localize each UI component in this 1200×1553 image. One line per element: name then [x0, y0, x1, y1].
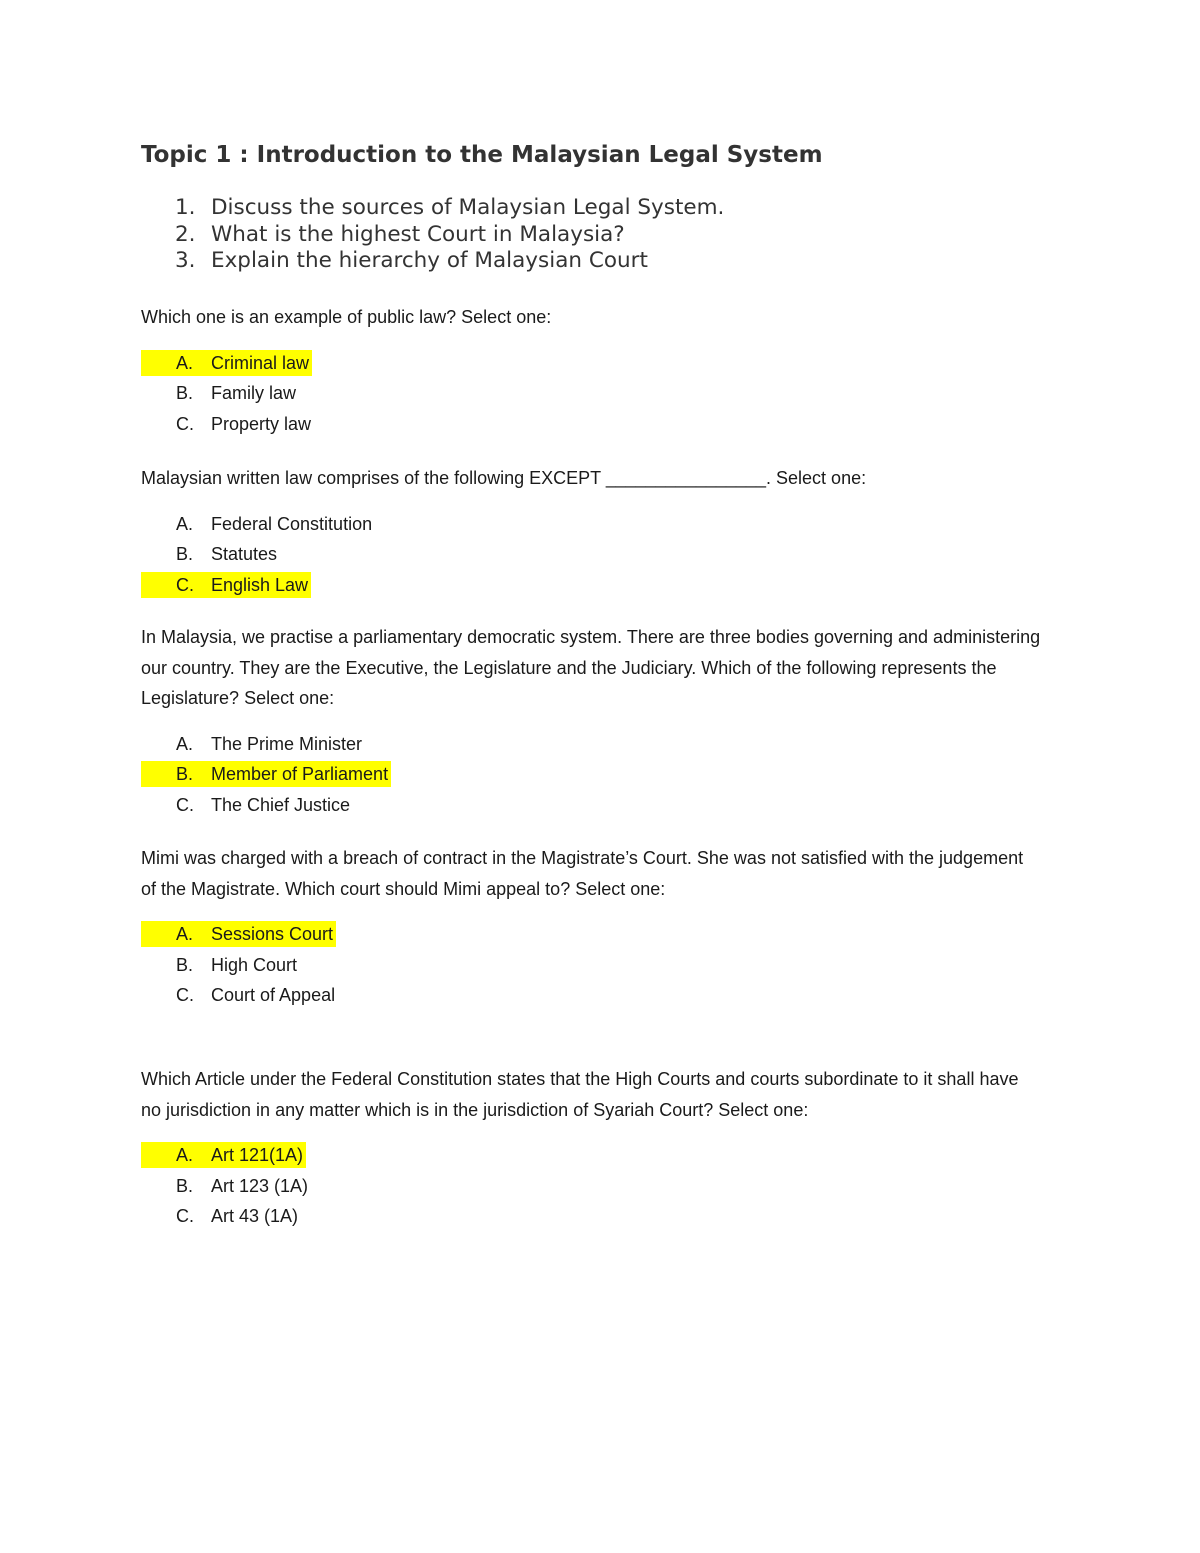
quiz-option-b — [141, 759, 1041, 790]
option-text: Court of Appeal — [211, 985, 336, 1005]
quiz-option-c — [141, 409, 1041, 440]
option-text: High Court — [211, 954, 298, 975]
quiz-option-a — [141, 1140, 1041, 1171]
option-letter: B. — [176, 954, 194, 975]
option-letter: A. — [176, 1145, 194, 1165]
document-title: Topic 1 : Introduction to the Malaysian Legal System — [141, 142, 823, 168]
quiz-option-body — [141, 572, 311, 598]
quiz-option-b — [141, 1171, 1041, 1202]
option-text: Art 43 (1A) — [211, 1206, 299, 1226]
discussion-question-list — [141, 195, 724, 275]
discussion-question-number: 1. — [175, 195, 196, 220]
option-letter: B. — [176, 383, 194, 403]
option-letter: A. — [176, 513, 194, 534]
discussion-question-number: 3. — [175, 248, 196, 273]
quiz-option-body — [141, 1203, 301, 1229]
option-letter: C. — [176, 794, 194, 815]
option-text: Property law — [211, 413, 312, 434]
quiz-option-body — [141, 541, 280, 567]
quiz-prompt: Which one is an example of public law? Select one: — [141, 307, 552, 327]
option-letter: A. — [176, 352, 194, 373]
option-text: Art 123 (1A) — [211, 1175, 309, 1196]
quiz-question-3 — [141, 622, 1041, 820]
quiz-option-b — [141, 950, 1041, 981]
discussion-question — [141, 195, 724, 222]
quiz-option-body — [141, 761, 391, 787]
quiz-option-body — [141, 1142, 306, 1168]
option-letter: C. — [176, 1206, 194, 1226]
quiz-option-c — [141, 1201, 1041, 1232]
quiz-question-2 — [141, 463, 1041, 600]
option-text: English Law — [211, 574, 309, 595]
quiz-prompt: In Malaysia, we practise a parliamentary democratic system. There are three bodies governing and administering our country. They are the Executive, the Legislature and the Judiciary. Which of the following represents the Legislature? Select one: — [141, 627, 1041, 708]
option-text: Criminal law — [211, 352, 310, 373]
quiz-option-body — [141, 952, 300, 978]
quiz-option-a — [141, 348, 1041, 379]
quiz-options — [141, 1140, 1041, 1232]
option-text: Art 121(1A) — [211, 1145, 304, 1165]
quiz-option-a — [141, 919, 1041, 950]
option-text: The Chief Justice — [211, 794, 351, 815]
quiz-option-a — [141, 729, 1041, 760]
quiz-option-b — [141, 539, 1041, 570]
quiz-option-body — [141, 1173, 311, 1199]
quiz-option-c — [141, 570, 1041, 601]
discussion-question — [141, 248, 724, 275]
option-letter: C. — [176, 574, 194, 595]
quiz-prompt: Mimi was charged with a breach of contract in the Magistrate’s Court. She was not satisfied with the judgement of the Magistrate. Which court should Mimi appeal to? Select one: — [141, 848, 1024, 899]
quiz-option-c — [141, 980, 1041, 1011]
quiz-option-body — [141, 731, 365, 757]
quiz-options — [141, 919, 1041, 1011]
quiz-option-body — [141, 511, 375, 537]
quiz-option-a — [141, 509, 1041, 540]
quiz-option-body — [141, 982, 338, 1008]
option-letter: B. — [176, 764, 194, 784]
quiz-option-b — [141, 378, 1041, 409]
quiz-prompt: Malaysian written law comprises of the following EXCEPT ________________. Select one: — [141, 468, 867, 488]
discussion-question-text: Discuss the sources of Malaysian Legal System. — [211, 195, 725, 220]
quiz-question-4 — [141, 843, 1041, 1011]
quiz-option-body — [141, 792, 353, 818]
option-text: Federal Constitution — [211, 513, 373, 534]
discussion-question-text: Explain the hierarchy of Malaysian Court — [211, 248, 648, 273]
discussion-question-text: What is the highest Court in Malaysia? — [211, 221, 625, 247]
option-text: Sessions Court — [211, 924, 334, 944]
discussion-question-number: 2. — [175, 221, 196, 247]
quiz-question-1 — [141, 302, 1041, 439]
quiz-options — [141, 509, 1041, 601]
option-letter: B. — [176, 544, 194, 564]
quiz-options — [141, 729, 1041, 821]
option-text: Member of Parliament — [211, 764, 389, 784]
quiz-option-body — [141, 380, 299, 406]
option-text: Family law — [211, 383, 297, 403]
quiz-option-c — [141, 790, 1041, 821]
quiz-option-body — [141, 921, 336, 947]
option-letter: C. — [176, 985, 194, 1005]
quiz-question-5 — [141, 1064, 1041, 1232]
discussion-question — [141, 222, 724, 249]
quiz-options — [141, 348, 1041, 440]
quiz-option-body — [141, 350, 312, 376]
option-letter: A. — [176, 733, 194, 754]
option-letter: C. — [176, 413, 194, 434]
option-letter: B. — [176, 1175, 194, 1196]
option-text: Statutes — [211, 544, 278, 564]
quiz-option-body — [141, 411, 314, 437]
quiz-prompt: Which Article under the Federal Constitution states that the High Courts and courts subordinate to it shall have no jurisdiction in any matter which is in the jurisdiction of Syariah Court? Select one: — [141, 1069, 1019, 1120]
option-letter: A. — [176, 924, 194, 944]
option-text: The Prime Minister — [211, 733, 363, 754]
